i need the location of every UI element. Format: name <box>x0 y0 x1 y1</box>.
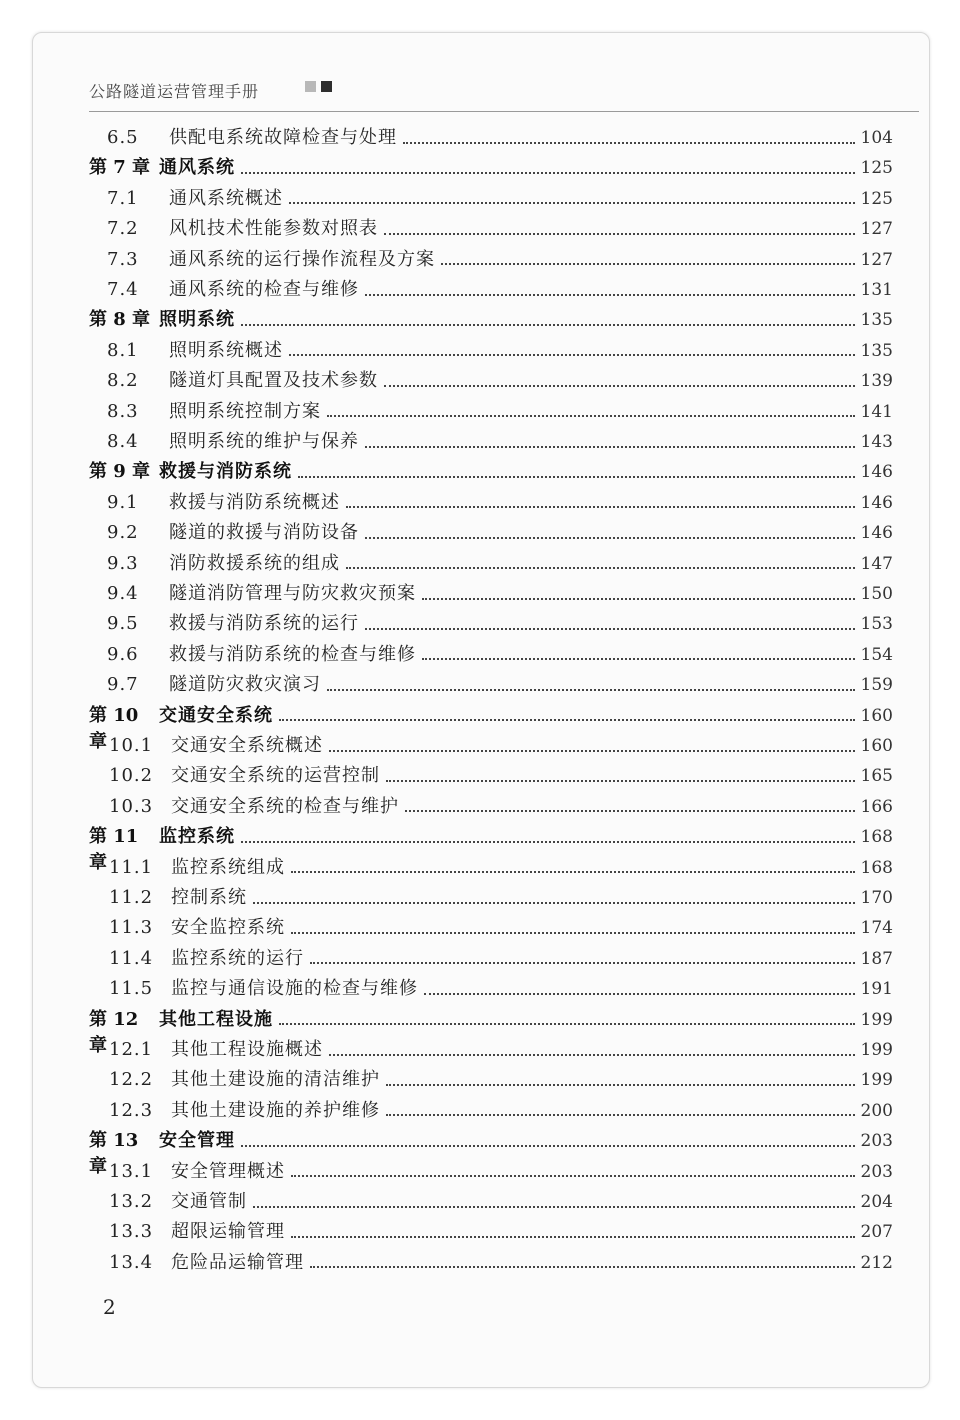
toc-entry-number: 11.5 <box>109 978 154 1000</box>
toc-section-entry <box>89 520 893 546</box>
toc-entry-page: 135 <box>860 310 893 331</box>
toc-entry-number: 13.4 <box>109 1251 154 1273</box>
toc-entry-number: 13.2 <box>109 1191 154 1212</box>
toc-entry-number: 第 12 章 <box>89 1008 139 1056</box>
toc-entry-title: 危险品运输管理 <box>171 1251 304 1273</box>
toc-entry-title: 照明系统概述 <box>169 339 283 361</box>
toc-chapter-entry <box>89 459 893 485</box>
toc-section-entry <box>89 642 893 668</box>
toc-section-entry <box>89 216 893 242</box>
toc-section-entry <box>89 915 893 941</box>
toc-section-entry <box>89 1067 893 1093</box>
toc-entry-number: 第 9 章 <box>89 461 151 483</box>
toc-entry-title: 其他土建设施的清洁维护 <box>171 1069 380 1091</box>
toc-section-entry <box>89 247 893 273</box>
dot-leader <box>289 353 855 356</box>
toc-entry-page: 204 <box>860 1192 893 1212</box>
toc-entry-number: 8.3 <box>107 400 139 422</box>
toc-entry-page: 160 <box>860 736 893 756</box>
toc-entry-page: 174 <box>860 918 893 939</box>
toc-entry-page: 146 <box>860 492 893 513</box>
toc-entry-title: 隧道防灾救灾演习 <box>169 674 321 696</box>
dot-leader <box>422 597 855 600</box>
toc-section-entry <box>89 429 893 455</box>
toc-entry-title: 监控系统的运行 <box>171 947 304 969</box>
page-number: 2 <box>103 1295 116 1319</box>
toc-entry-number: 7.4 <box>107 279 139 300</box>
toc-section-entry <box>89 1189 893 1215</box>
toc-entry-page: 143 <box>860 432 893 452</box>
toc-entry-title: 风机技术性能参数对照表 <box>169 218 378 240</box>
toc-entry-title: 其他工程设施概述 <box>171 1039 323 1060</box>
toc-section-entry <box>89 1219 893 1245</box>
toc-entry-title: 救援与消防系统的运行 <box>169 613 359 635</box>
toc-entry-title: 救援与消防系统的检查与维修 <box>169 643 416 665</box>
toc-entry-number: 8.1 <box>107 339 139 361</box>
dot-leader <box>298 475 855 478</box>
toc-entry-number: 11.3 <box>109 917 154 939</box>
toc-section-entry <box>89 794 893 820</box>
toc-section-entry <box>89 672 893 698</box>
toc-entry-title: 超限运输管理 <box>171 1221 285 1243</box>
toc-entry-page: 203 <box>860 1131 893 1152</box>
toc-entry-title: 交通安全系统的检查与维护 <box>171 795 399 817</box>
toc-entry-page: 153 <box>860 614 893 635</box>
toc-entry-title: 照明系统的维护与保养 <box>169 431 359 452</box>
toc-entry-number: 9.2 <box>107 522 139 544</box>
dot-leader <box>327 414 855 417</box>
toc-entry-number: 第 11 章 <box>89 826 139 874</box>
toc-entry-page: 168 <box>860 857 893 878</box>
toc-entry-page: 139 <box>860 371 893 392</box>
toc-entry-title: 其他工程设施 <box>159 1008 273 1030</box>
toc-entry-page: 154 <box>860 644 893 665</box>
dot-leader <box>365 536 855 539</box>
dot-leader <box>291 870 855 873</box>
toc-entry-number: 9.5 <box>107 613 139 635</box>
book-title: 公路隧道运营管理手册 <box>89 82 260 101</box>
dot-leader <box>386 1083 855 1086</box>
toc-entry-page: 187 <box>860 948 893 969</box>
toc-entry-page: 104 <box>860 128 893 148</box>
toc-entry-title: 照明系统 <box>159 309 235 331</box>
toc-entry-number: 9.6 <box>107 643 139 665</box>
toc-section-entry <box>89 399 893 425</box>
toc-entry-title: 控制系统 <box>171 887 247 908</box>
toc-entry-page: 141 <box>860 401 893 422</box>
dot-leader <box>241 840 855 843</box>
toc-section-entry <box>89 1037 893 1063</box>
dot-leader <box>241 323 855 326</box>
toc-entry-title: 照明系统控制方案 <box>169 400 321 422</box>
toc-section-entry <box>89 581 893 607</box>
toc-section-entry <box>89 611 893 637</box>
toc-entry-number: 7.1 <box>107 187 139 209</box>
toc-entry-page: 127 <box>860 249 893 270</box>
dot-leader <box>329 749 855 752</box>
toc-entry-number: 9.3 <box>107 552 139 574</box>
toc-section-entry <box>89 338 893 364</box>
toc-entry-title: 通风系统概述 <box>169 187 283 209</box>
toc-entry-page: 203 <box>860 1161 893 1182</box>
toc-entry-page: 125 <box>860 158 893 179</box>
toc-entry-number: 11.1 <box>109 856 154 878</box>
dot-leader <box>346 505 855 508</box>
toc-entry-page: 150 <box>860 584 893 604</box>
dot-leader <box>386 779 855 782</box>
toc-section-entry <box>89 976 893 1002</box>
toc-section-entry <box>89 551 893 577</box>
toc-entry-number: 7.3 <box>107 248 139 270</box>
toc-entry-number: 8.4 <box>107 431 139 452</box>
toc-entry-number: 第 8 章 <box>89 309 151 331</box>
toc-entry-title: 通风系统的运行操作流程及方案 <box>169 248 435 270</box>
dot-leader <box>424 992 855 995</box>
toc-section-entry <box>89 885 893 911</box>
toc-entry-number: 10.2 <box>109 765 154 787</box>
toc-entry-page: 125 <box>860 188 893 209</box>
toc-section-entry <box>89 855 893 881</box>
toc-section-entry <box>89 1159 893 1185</box>
toc-entry-number: 11.2 <box>109 887 154 908</box>
toc-entry-number: 第 10 章 <box>89 704 139 752</box>
toc-chapter-entry <box>89 307 893 333</box>
toc-entry-page: 127 <box>860 219 893 240</box>
toc-entry-title: 安全监控系统 <box>171 917 285 939</box>
dot-leader <box>405 809 855 812</box>
toc-entry-number: 12.2 <box>109 1069 154 1091</box>
dot-leader <box>441 262 855 265</box>
toc-entry-title: 隧道灯具配置及技术参数 <box>169 370 378 392</box>
toc-entry-number: 12.3 <box>109 1099 154 1121</box>
toc-entry-title: 交通安全系统概述 <box>171 735 323 756</box>
toc-entry-page: 166 <box>860 796 893 817</box>
toc-entry-title: 监控与通信设施的检查与维修 <box>171 978 418 1000</box>
toc-entry-number: 11.4 <box>109 947 154 969</box>
dot-leader <box>384 232 855 235</box>
toc-entry-title: 救援与消防系统概述 <box>169 491 340 513</box>
dot-leader <box>365 627 855 630</box>
toc-entry-page: 200 <box>860 1100 893 1121</box>
toc-entry-page: 147 <box>860 553 893 574</box>
dot-leader <box>329 1053 855 1056</box>
toc-chapter-entry <box>89 155 893 181</box>
toc-section-entry <box>89 763 893 789</box>
dot-leader <box>384 384 855 387</box>
toc-entry-number: 第 13 章 <box>89 1130 139 1178</box>
toc-entry-page: 207 <box>860 1222 893 1243</box>
toc-entry-title: 其他土建设施的养护维修 <box>171 1099 380 1121</box>
dot-leader <box>291 1174 855 1177</box>
toc-entry-number: 12.1 <box>109 1039 154 1060</box>
dot-leader <box>310 1265 855 1268</box>
toc-entry-title: 监控系统组成 <box>171 856 285 878</box>
header-black-square-icon <box>321 81 332 92</box>
dot-leader <box>253 901 855 904</box>
toc-entry-number: 第 7 章 <box>89 157 151 179</box>
toc-entry-page: 135 <box>860 340 893 361</box>
toc-entry-page: 165 <box>860 766 893 787</box>
toc-entry-page: 146 <box>860 523 893 544</box>
toc-entry-title: 通风系统的检查与维修 <box>169 279 359 300</box>
toc-entry-title: 安全管理概述 <box>171 1160 285 1182</box>
toc-entry-number: 10.3 <box>109 795 154 817</box>
running-header <box>89 75 919 112</box>
toc-section-entry <box>89 1098 893 1124</box>
toc-section-entry <box>89 946 893 972</box>
toc-section-entry <box>89 1250 893 1276</box>
toc-entry-number: 9.7 <box>107 674 139 696</box>
dot-leader <box>289 201 855 204</box>
dot-leader <box>291 1235 855 1238</box>
toc-entry-number: 13.1 <box>109 1160 154 1182</box>
toc-entry-title: 交通安全系统 <box>159 704 273 726</box>
toc-entry-number: 8.2 <box>107 370 139 392</box>
toc-entry-page: 199 <box>860 1009 893 1030</box>
dot-leader <box>346 566 855 569</box>
toc-entry-page: 159 <box>860 675 893 696</box>
book-page <box>32 32 930 1388</box>
toc-entry-title: 通风系统 <box>159 157 235 179</box>
dot-leader <box>291 931 855 934</box>
dot-leader <box>422 657 855 660</box>
toc-section-entry <box>89 125 893 151</box>
dot-leader <box>403 141 855 144</box>
toc-entry-title: 供配电系统故障检查与处理 <box>169 127 397 148</box>
toc-entry-page: 131 <box>860 280 893 300</box>
toc-entry-number: 6.5 <box>107 127 139 148</box>
header-gray-square-icon <box>305 81 316 92</box>
toc-entry-page: 199 <box>860 1040 893 1060</box>
toc-entry-title: 隧道消防管理与防灾救灾预案 <box>169 583 416 604</box>
dot-leader <box>241 1144 855 1147</box>
dot-leader <box>327 688 855 691</box>
toc-entry-number: 13.3 <box>109 1221 154 1243</box>
toc-entry-title: 消防救援系统的组成 <box>169 552 340 574</box>
toc-entry-number: 9.4 <box>107 583 139 604</box>
dot-leader <box>310 961 855 964</box>
toc-entry-title: 安全管理 <box>159 1130 235 1152</box>
toc-entry-number: 10.1 <box>109 735 154 756</box>
dot-leader <box>253 1205 855 1208</box>
toc-section-entry <box>89 490 893 516</box>
toc-entry-page: 168 <box>860 827 893 848</box>
dot-leader <box>365 293 855 296</box>
toc-entry-number: 7.2 <box>107 218 139 240</box>
toc-entry-page: 212 <box>860 1252 893 1273</box>
toc-entry-title: 救援与消防系统 <box>159 461 292 483</box>
toc-entry-title: 隧道的救援与消防设备 <box>169 522 359 544</box>
dot-leader <box>386 1113 855 1116</box>
toc-section-entry <box>89 277 893 303</box>
toc-entry-page: 146 <box>860 462 893 483</box>
toc-section-entry <box>89 733 893 759</box>
dot-leader <box>279 1022 855 1025</box>
toc-entry-title: 交通安全系统的运营控制 <box>171 765 380 787</box>
dot-leader <box>241 171 855 174</box>
toc-section-entry <box>89 368 893 394</box>
toc-entry-page: 191 <box>860 979 893 1000</box>
toc-entry-number: 9.1 <box>107 491 139 513</box>
toc-entry-page: 170 <box>860 888 893 908</box>
toc-section-entry <box>89 186 893 212</box>
toc-entry-page: 160 <box>860 705 893 726</box>
toc-entry-page: 199 <box>860 1070 893 1091</box>
toc-entry-title: 监控系统 <box>159 826 235 848</box>
toc-entry-title: 交通管制 <box>171 1191 247 1212</box>
dot-leader <box>365 445 855 448</box>
dot-leader <box>279 718 855 721</box>
